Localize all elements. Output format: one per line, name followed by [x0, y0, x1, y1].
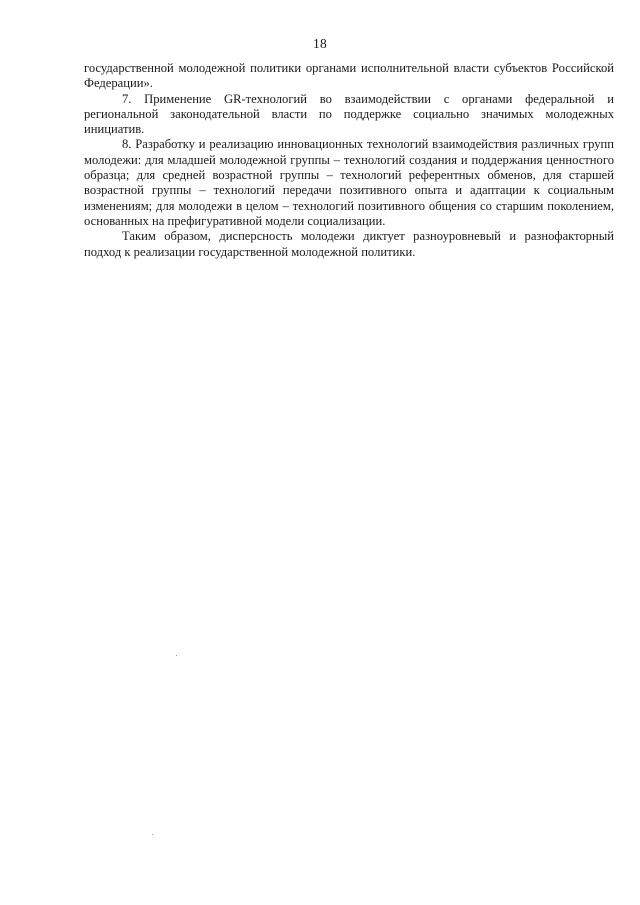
scan-speck	[152, 834, 153, 835]
scan-speck	[176, 655, 177, 656]
paragraph-item-8: 8. Разработку и реализацию инновационных технологий взаимодействия различных групп молодежи: для младшей молодежной группы – технологий создания и поддержания ценностного образца; для средней возрастной группы – технологий референтных обменов, для старшей возрастной группы – технологий передачи позитивного опыта и адаптации к социальным изменениям; для молодежи в целом – технологий позитивного общения со старшим поколением, основанных на префигуративной модели социализации.	[84, 137, 614, 228]
document-body	[84, 61, 614, 260]
paragraph-continuation: государственной молодежной политики органами исполнительной власти субъектов Российской Федерации».	[84, 61, 614, 91]
paragraph-item-7: 7. Применение GR-технологий во взаимодействии с органами федеральной и региональной законодательной власти по поддержке социально значимых молодежных инициатив.	[84, 91, 614, 137]
page-number: 18	[312, 36, 328, 51]
paragraph-conclusion: Таким образом, дисперсность молодежи диктует разноуровневый и разнофакторный подход к реализации государственной молодежной политики.	[84, 229, 614, 259]
